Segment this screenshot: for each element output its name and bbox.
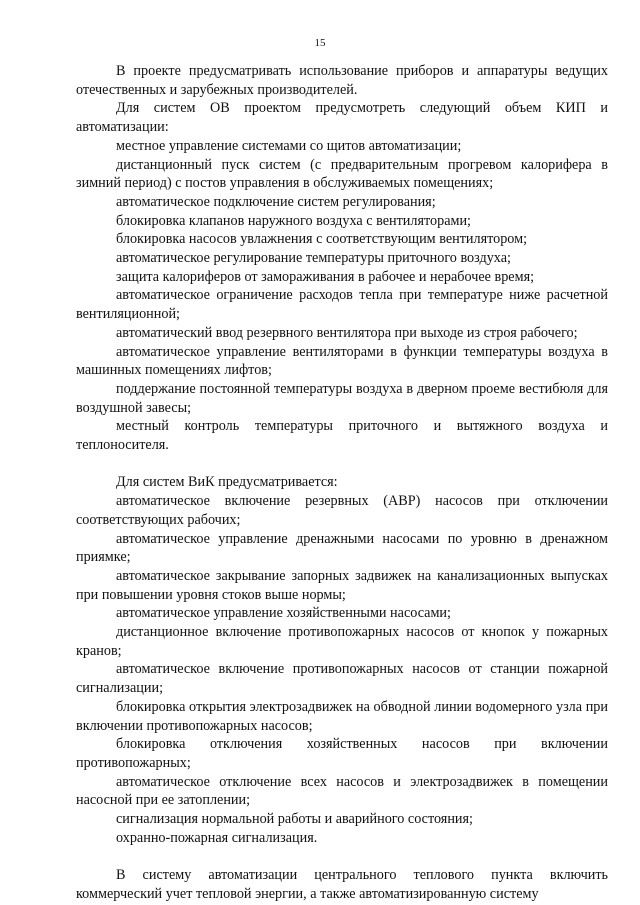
list-item: охранно-пожарная сигнализация. (116, 829, 318, 846)
list-item: поддержание постоянной температуры воздуха в дверном проеме вестибюля для воздушной завесы; (76, 380, 608, 416)
paragraph-gap (76, 455, 608, 474)
list-item: автоматическое закрывание запорных задвижек на канализационных выпусках при повышении уровня стоков выше нормы; (76, 567, 608, 603)
paragraph: В проекте предусматривать использование приборов и аппаратуры ведущих отечественных и зарубежных производителей. (76, 63, 608, 98)
list-item: защита калориферов от замораживания в рабочее и нерабочее время; (116, 268, 535, 285)
page-number: 15 (314, 37, 326, 49)
list-item: блокировка открытия электрозадвижек на обводной линии водомерного узла при включении противопожарных насосов; (76, 698, 608, 734)
list-item: автоматическое включение противопожарных насосов от станции пожарной сигнализации; (76, 661, 608, 697)
list-item: блокировка отключения хозяйственных насосов при включении противопожарных; (76, 736, 608, 771)
document-body (76, 62, 608, 904)
section-tp (76, 866, 608, 903)
list-item: автоматическое ограничение расходов тепла при температуре ниже расчетной вентиляционной; (76, 287, 608, 323)
section-heading: Для систем ВиК предусматривается: (116, 474, 338, 491)
list-item: автоматическое управление вентиляторами в функции температуры воздуха в машинных помещениях лифтов; (76, 343, 608, 379)
paragraph-gap (76, 848, 608, 867)
list-item: сигнализация нормальной работы и аварийного состояния; (116, 811, 473, 828)
list-item: автоматическое подключение систем регулирования; (116, 193, 436, 210)
paragraph: Для систем ОВ проектом предусмотреть следующий объем КИП и автоматизации: (76, 100, 608, 136)
list-item: дистанционный пуск систем (с предварительным прогревом калорифера в зимний период) с постов управления в обслуживаемых помещениях; (76, 156, 608, 192)
list-item: автоматическое включение резервных (АВР) насосов при отключении соответствующих рабочих; (76, 493, 608, 528)
list-item: автоматическое регулирование температуры приточного воздуха; (116, 250, 511, 267)
list-item: местное управление системами со щитов автоматизации; (116, 137, 462, 154)
list-item: блокировка клапанов наружного воздуха с вентиляторами; (116, 212, 471, 229)
list-item: автоматическое управление дренажными насосами по уровню в дренажном приямке; (76, 530, 608, 566)
section-vik (76, 473, 608, 847)
paragraph: В систему автоматизации центрального теплового пункта включить коммерческий учет тепловой энергии, а также автоматизированную систему (76, 867, 608, 902)
section-ov (76, 62, 608, 455)
list-item: автоматическое отключение всех насосов и электрозадвижек в помещении насосной при ее затоплении; (76, 773, 608, 809)
list-item: местный контроль температуры приточного и вытяжного воздуха и теплоносителя. (76, 418, 608, 454)
list-item: автоматический ввод резервного вентилятора при выходе из строя рабочего; (116, 324, 578, 341)
list-item: блокировка насосов увлажнения с соответствующим вентилятором; (116, 231, 528, 248)
list-item: дистанционное включение противопожарных насосов от кнопок у пожарных кранов; (76, 624, 608, 659)
list-item: автоматическое управление хозяйственными насосами; (116, 605, 451, 622)
